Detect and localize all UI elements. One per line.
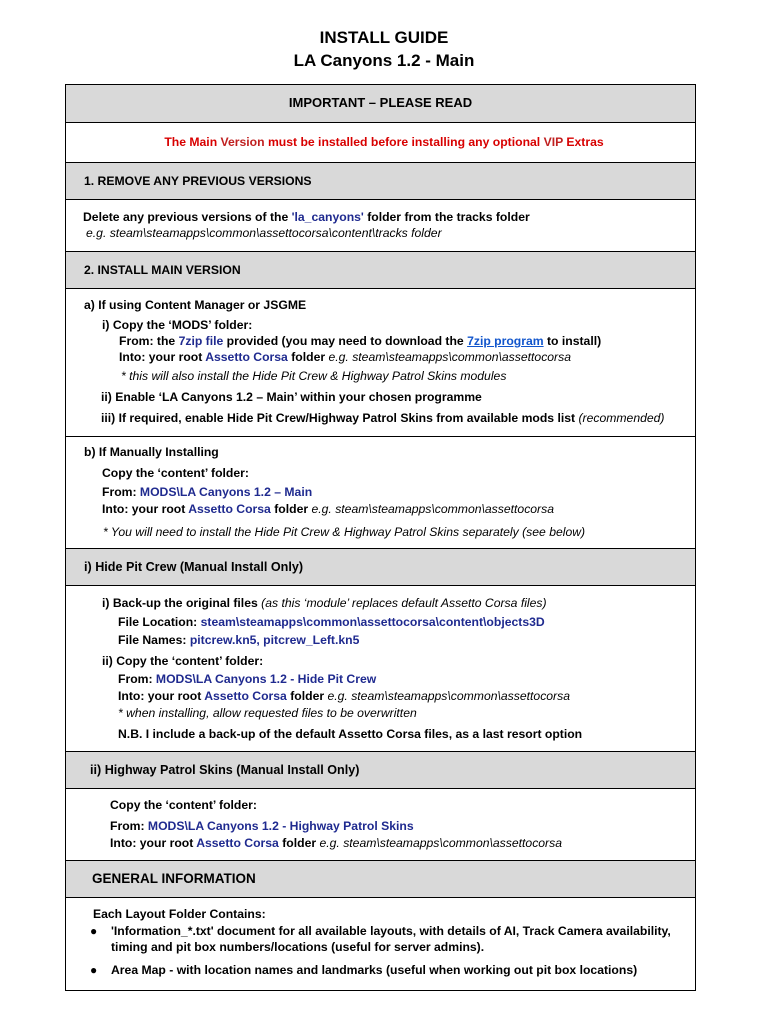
pitcrew-header bbox=[66, 549, 695, 585]
divider bbox=[66, 436, 695, 437]
highway-header bbox=[66, 752, 695, 788]
highway-from: From: MODS\LA Canyons 1.2 - Highway Patrol Skins bbox=[110, 819, 414, 833]
pitcrew-header-label: i) Hide Pit Crew (Manual Install Only) bbox=[84, 560, 304, 574]
section1-header-label: 1. REMOVE ANY PREVIOUS VERSIONS bbox=[84, 174, 312, 188]
option-b-note: * You will need to install the Hide Pit Crew & Highway Patrol Skins separately (see below) bbox=[103, 525, 586, 539]
pitcrew-file-location: File Location: steam\steamapps\common\assettocorsa\content\objects3D bbox=[118, 615, 545, 629]
document-subtitle: LA Canyons 1.2 - Main bbox=[293, 51, 475, 70]
option-b-copy: Copy the ‘content’ folder: bbox=[102, 466, 249, 480]
important-header-label: IMPORTANT – PLEASE READ bbox=[288, 95, 473, 110]
section2-header bbox=[66, 252, 695, 288]
highway-header-label: ii) Highway Patrol Skins (Manual Install Only) bbox=[90, 763, 360, 777]
bullet-information-line1: 'Information_*.txt' document for all available layouts, with details of AI, Track Camera availability, bbox=[111, 924, 671, 938]
bullet-dot-icon: ● bbox=[90, 924, 98, 938]
bullet-dot-icon: ● bbox=[90, 963, 98, 977]
important-note: The Main Version must be installed before installing any optional VIP Extras bbox=[164, 135, 604, 149]
highway-into: Into: your root Assetto Corsa folder e.g. steam\steamapps\common\assettocorsa bbox=[110, 836, 562, 850]
option-a-from: From: the 7zip file provided (you may need to download the 7zip program to install) bbox=[119, 334, 602, 348]
bullet-area-map: Area Map - with location names and landmarks (useful when working out pit box locations) bbox=[111, 963, 638, 977]
option-b-label: b) If Manually Installing bbox=[84, 445, 219, 459]
bullet-information-line2: timing and pit box numbers/locations (useful for server admins). bbox=[111, 940, 485, 954]
divider bbox=[66, 585, 695, 586]
pitcrew-into: Into: your root Assetto Corsa folder e.g. steam\steamapps\common\assettocorsa bbox=[118, 689, 570, 703]
section1-header bbox=[66, 163, 695, 199]
option-a-note: * this will also install the Hide Pit Crew & Highway Patrol Skins modules bbox=[121, 369, 507, 383]
pitcrew-note: * when installing, allow requested files to be overwritten bbox=[118, 706, 417, 720]
option-a-step-ii: ii) Enable ‘LA Canyons 1.2 – Main’ within your chosen programme bbox=[101, 390, 482, 404]
option-b-into: Into: your root Assetto Corsa folder e.g. steam\steamapps\common\assettocorsa bbox=[102, 502, 554, 516]
general-header-label: GENERAL INFORMATION bbox=[92, 871, 256, 886]
divider bbox=[66, 788, 695, 789]
option-a-step-iii: iii) If required, enable Hide Pit Crew/Highway Patrol Skins from available mods list (recommended) bbox=[101, 411, 665, 425]
pitcrew-file-names: File Names: pitcrew.kn5, pitcrew_Left.kn5 bbox=[118, 633, 360, 647]
divider bbox=[66, 122, 695, 123]
layout-folder-heading: Each Layout Folder Contains: bbox=[93, 907, 266, 921]
section1-line1: Delete any previous versions of the 'la_canyons' folder from the tracks folder bbox=[83, 210, 530, 224]
option-b-from: From: MODS\LA Canyons 1.2 – Main bbox=[102, 485, 313, 499]
highway-copy: Copy the ‘content’ folder: bbox=[110, 798, 257, 812]
pitcrew-nb: N.B. I include a back-up of the default Assetto Corsa files, as a last resort option bbox=[118, 727, 583, 741]
important-header bbox=[66, 85, 695, 122]
document-title: INSTALL GUIDE bbox=[319, 28, 449, 47]
section1-example-path: e.g. steam\steamapps\common\assettocorsa\content\tracks folder bbox=[86, 226, 442, 240]
pitcrew-from: From: MODS\LA Canyons 1.2 - Hide Pit Crew bbox=[118, 672, 377, 686]
divider bbox=[66, 897, 695, 898]
divider bbox=[66, 288, 695, 289]
pitcrew-step-ii: ii) Copy the ‘content’ folder: bbox=[102, 654, 264, 668]
general-header bbox=[66, 861, 695, 897]
pitcrew-step-i: i) Back-up the original files (as this ‘module’ replaces default Assetto Corsa files) bbox=[102, 596, 547, 610]
option-a-step-i: i) Copy the ‘MODS’ folder: bbox=[102, 318, 253, 332]
option-a-into: Into: your root Assetto Corsa folder e.g. steam\steamapps\common\assettocorsa bbox=[119, 350, 571, 364]
divider bbox=[66, 199, 695, 200]
section2-header-label: 2. INSTALL MAIN VERSION bbox=[84, 263, 241, 277]
option-a-label: a) If using Content Manager or JSGME bbox=[84, 298, 307, 312]
7zip-program-link[interactable]: 7zip program bbox=[467, 334, 544, 348]
